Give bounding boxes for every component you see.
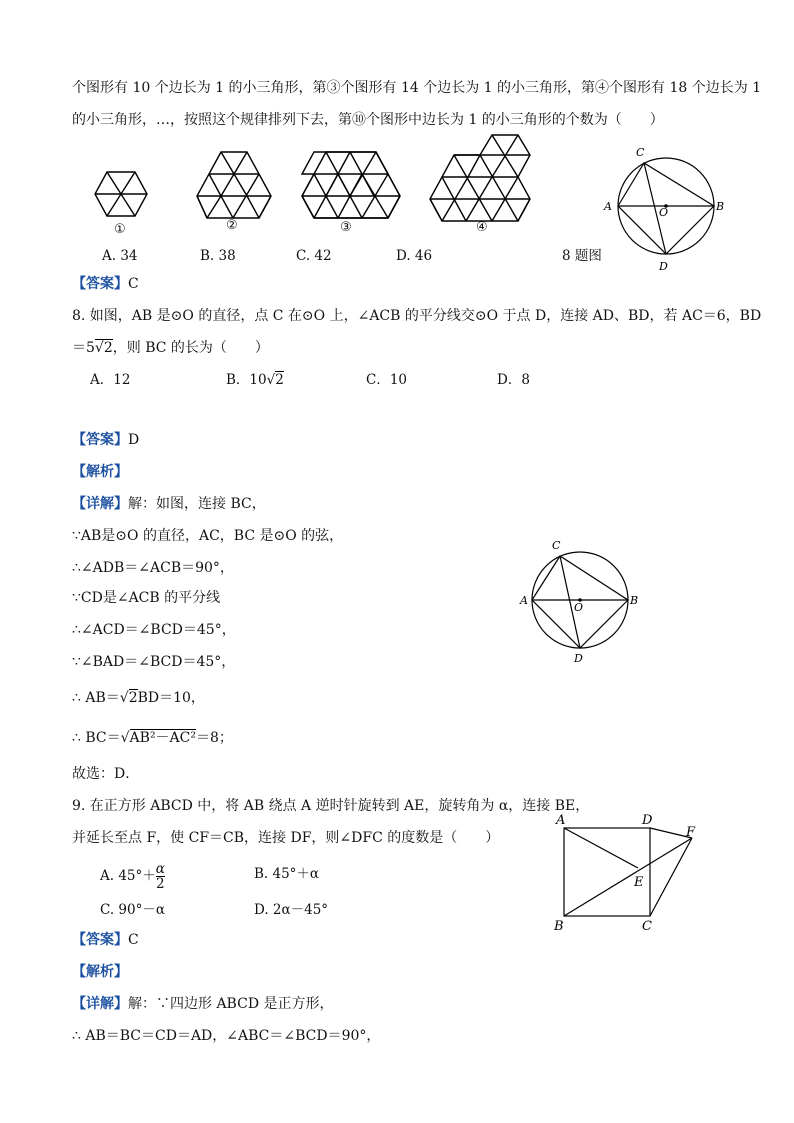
- fig8-caption: 8 题图: [562, 248, 602, 264]
- q8-step-3: ∴∠ADB＝∠ACB＝90°，: [72, 560, 234, 576]
- circle-mid-label-a: A: [520, 594, 528, 607]
- answer-tag: 【答案】: [72, 432, 128, 448]
- q8-step-1: [72, 494, 266, 514]
- q7-option-d: D. 46: [396, 248, 433, 264]
- q8-step-2: ∵AB是⊙O 的直径，AC，BC 是⊙O 的弦，: [72, 528, 344, 544]
- pattern-figure-1: [93, 170, 149, 220]
- q7-text-line1: 个图形有 10 个边长为 1 的小三角形，第③个图形有 14 个边长为 1 的小三角形，第④个图形有 18 个边长为 1: [72, 80, 762, 96]
- q8-option-b-radicand: 2: [275, 372, 284, 388]
- q8-bd-radicand: 2: [103, 340, 113, 356]
- q7-answer-row: [72, 274, 139, 294]
- circle-mid-label-d: D: [574, 652, 583, 665]
- q8-step-7: ∴ AB＝√2BD＝10，: [72, 690, 205, 706]
- q9-step-1-text: 解：∵四边形 ABCD 是正方形，: [128, 996, 334, 1012]
- fig-label-1: ①: [114, 222, 126, 237]
- detail-tag: 【详解】: [72, 496, 128, 512]
- q9-option-d: D. 2α－45°: [254, 902, 329, 918]
- square-label-f: F: [686, 825, 696, 840]
- q8-conclusion: 故选：D．: [72, 766, 140, 782]
- q8-step-7-suffix: BD＝10，: [137, 690, 205, 706]
- square-label-d: D: [642, 813, 653, 828]
- q8-step-7-radicand: 2: [128, 690, 138, 706]
- q8-option-b-prefix: B．10: [226, 372, 267, 388]
- q8-text-line2: ＝5√2，则 BC 的长为（ ）: [72, 340, 269, 356]
- q9-answer-row: [72, 930, 139, 950]
- square-label-b: B: [554, 919, 564, 934]
- q7-answer: C: [128, 276, 139, 292]
- detail-tag: 【详解】: [72, 996, 128, 1012]
- circle-diagram-top: [600, 144, 732, 272]
- q8-text-line1: 8. 如图，AB 是⊙O 的直径，点 C 在⊙O 上，∠ACB 的平分线交⊙O 于点 D，连接 AD、BD，若 AC＝6，BD: [72, 308, 762, 324]
- q7-text-line2: 的小三角形，…，按照这个规律排列下去，第⑩个图形中边长为 1 的小三角形的个数为（ ）: [72, 112, 664, 128]
- square-label-e: E: [634, 875, 644, 890]
- square-label-c: C: [642, 919, 652, 934]
- pattern-figure-2: [195, 150, 273, 220]
- circle-top-label-a: A: [604, 200, 612, 213]
- square-diagram: [550, 810, 710, 936]
- q8-answer: D: [128, 432, 140, 448]
- q8-step-6: ∵∠BAD＝∠BCD＝45°，: [72, 654, 236, 670]
- circle-mid-label-o: O: [574, 601, 584, 614]
- q9-analysis-tag: [72, 962, 128, 982]
- q9-option-a-prefix: A. 45°＋: [100, 868, 156, 884]
- analysis-tag: 【解析】: [72, 464, 128, 480]
- square-label-a: A: [556, 813, 566, 828]
- circle-top-label-o: O: [659, 206, 669, 219]
- q9-step-2: ∴ AB＝BC＝CD＝AD，∠ABC＝∠BCD＝90°，: [72, 1028, 381, 1044]
- q9-option-a-numerator: α: [155, 861, 165, 877]
- q7-option-b: B. 38: [200, 248, 236, 264]
- circle-top-label-d: D: [659, 260, 668, 272]
- q8-step-8: ∴ BC＝√AB²－AC²＝8；: [72, 730, 233, 746]
- circle-diagram-middle: [516, 536, 646, 666]
- q8-answer-row: [72, 430, 139, 450]
- q8-bd-value: ＝5: [72, 340, 95, 356]
- q8-step-4: ∵CD是∠ACB 的平分线: [72, 590, 221, 606]
- fig-label-4: ④: [476, 220, 488, 235]
- q9-option-c: C. 90°－α: [100, 902, 165, 918]
- q9-text-line2: 并延长至点 F，使 CF＝CB，连接 DF，则∠DFC 的度数是（ ）: [72, 830, 500, 846]
- q8-option-a: A．12: [90, 372, 131, 388]
- q8-step-8-prefix: ∴ BC＝: [72, 730, 121, 746]
- pattern-figure-3: [300, 150, 402, 222]
- q7-option-a: A. 34: [102, 248, 138, 264]
- q9-answer: C: [128, 932, 139, 948]
- q8-analysis-tag: [72, 462, 128, 482]
- answer-tag: 【答案】: [72, 276, 128, 292]
- q8-option-d: D．8: [497, 372, 530, 388]
- fig-label-3: ③: [340, 220, 352, 235]
- fig-label-2: ②: [226, 218, 238, 233]
- circle-top-label-b: B: [716, 200, 725, 213]
- q8-step-7-prefix: ∴ AB＝: [72, 690, 120, 706]
- circle-mid-label-b: B: [630, 594, 639, 607]
- q9-option-a: [100, 862, 165, 891]
- q8-option-c: C．10: [366, 372, 408, 388]
- q9-step-1: [72, 994, 334, 1014]
- circle-top-label-c: C: [636, 146, 645, 159]
- analysis-tag: 【解析】: [72, 964, 128, 980]
- q8-line2-suffix: ，则 BC 的长为（ ）: [112, 340, 269, 356]
- q8-option-b: B．10√2: [226, 372, 284, 388]
- answer-tag: 【答案】: [72, 932, 128, 948]
- q8-step-5: ∴∠ACD＝∠BCD＝45°，: [72, 622, 236, 638]
- circle-mid-label-c: C: [552, 539, 561, 552]
- q9-option-a-denominator: 2: [156, 876, 165, 892]
- q9-option-b: B. 45°＋α: [254, 866, 320, 882]
- q8-step-1-text: 解：如图，连接 BC，: [128, 496, 266, 512]
- q8-step-8-radicand: AB²－AC²: [129, 730, 196, 746]
- q9-text-line1: 9. 在正方形 ABCD 中，将 AB 绕点 A 逆时针旋转到 AE，旋转角为 α，连接 BE，: [72, 798, 590, 814]
- pattern-figure-4: [428, 133, 534, 223]
- q8-step-8-suffix: ＝8；: [196, 730, 233, 746]
- q7-option-c: C. 42: [296, 248, 332, 264]
